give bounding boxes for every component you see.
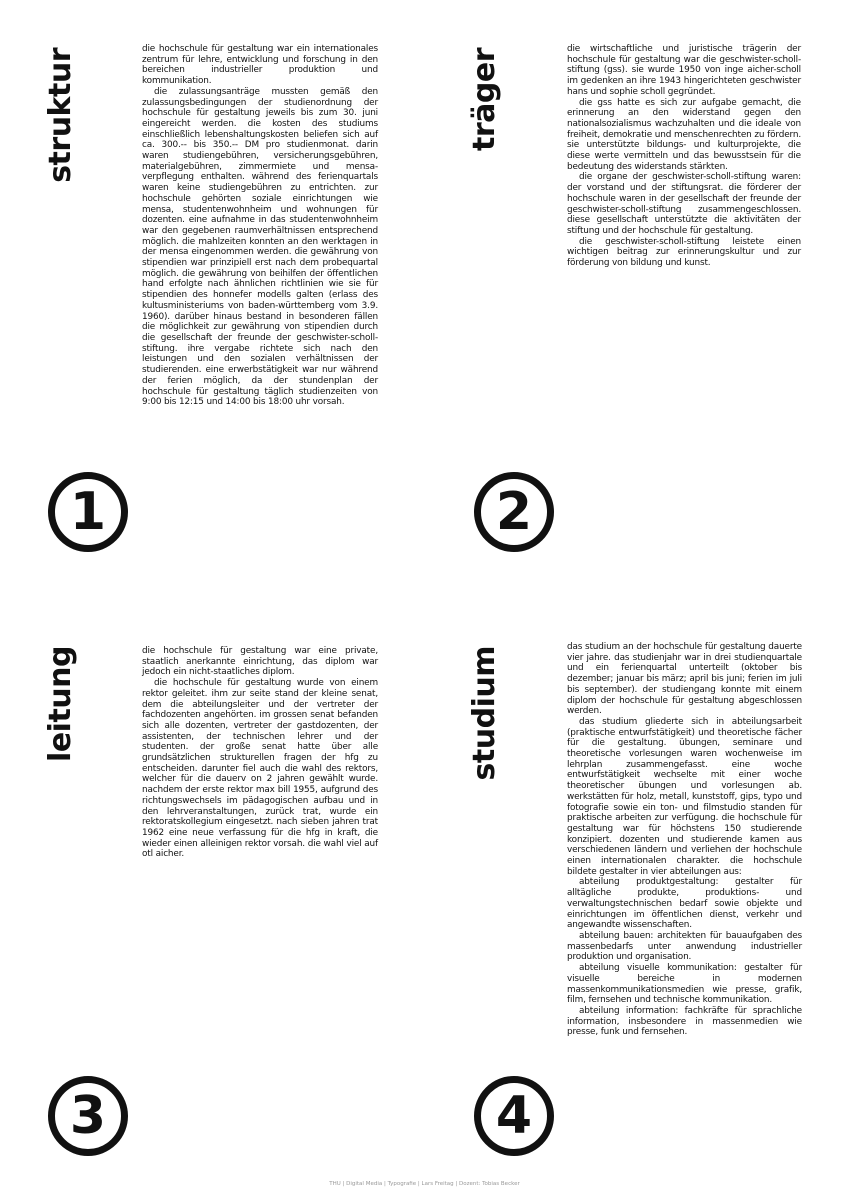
paragraph: das studium an der hochschule für gestaltung dauerte vier jahre. das studienjahr war in drei studienquartale und ein ferienquartal unterteilt (oktober bis dezember; januar bis märz; april bis juni; ferien im juli bis september). der studiengang konnte mit einem diplom der hochschule für gestaltung abgeschlossen werden. (567, 642, 802, 717)
page-footer: THU | Digital Media | Typografie | Lars Freitag | Dozent: Tobias Becker (329, 1181, 520, 1187)
section-title: studium (467, 646, 502, 781)
paragraph: die zulassungsanträge mussten gemäß den zulassungsbedingungen der studienordnung der hochschule für gestaltung jeweils bis zum 30. juni eingereicht werden. die kosten des studiums einschließlich lebenshaltungskosten beliefen sich auf ca. 300.-- bis 350.-- DM pro studienmonat. darin waren studiengebühren, versicherungsgebühren, materialgebühren, zimmermiete und mensa-verpflegung enthalten. während des ferienquartals waren keine studiengebühren zu entrichten. zur hochschule gehörten soziale einrichtungen wie mensa, studentenwohnheim und wohnungen für dozenten. eine aufnahme in das studentenwohnheim war den gegebenen raumverhältnissen entsprechend möglich. die mahlzeiten konnten an den werktagen in der mensa eingenommen werden. die gewährung von stipendien war prinzipiell erst nach dem probequartal möglich. die gewährung von beihilfen der öffentlichen hand erfolgte nach ähnlichen richtlinien wie sie für stipendien des honnefer modells galten (erlass des kultusministeriums von baden-württemberg vom 3.9. 1960). darüber hinaus bestand in besonderen fällen die möglichkeit zur gewährung von stipendien durch die gesellschaft der freunde der geschwister-scholl-stiftung. ihre vergabe richtete sich nach den leistungen und den sozialen verhältnissen der studierenden. eine erwerbstätigkeit war nur während der ferien möglich, da der stundenplan der hochschule für gestaltung täglich studienzeiten von 9:00 bis 12:15 und 14:00 bis 18:00 uhr vorsah. (142, 86, 378, 408)
paragraph: die organe der geschwister-scholl-stiftung waren: der vorstand und der stiftungsrat. die förderer der hochschule waren in der gesellschaft der freunde der geschwister-scholl-stiftung zusammengeschlossen. diese gesellschaft unterstützte die aktivitäten der stiftung und der hochschule für gestaltung. (567, 172, 801, 236)
paragraph: die geschwister-scholl-stiftung leistete einen wichtigen beitrag zur erinnerungskultur und zur förderung von bildung und kunst. (567, 236, 801, 269)
section-number-circle: 3 (48, 1076, 128, 1156)
section-title: struktur (43, 48, 78, 183)
paragraph: abteilung produktgestaltung: gestalter für alltägliche produkte, produktions- und verwaltungstechnischen bedarf sowie objekte und einrichtungen im öffentlichen dienst, verkehr und angewandte wissenschaften. (567, 877, 802, 931)
paragraph: abteilung bauen: architekten für bauaufgaben des massenbedarfs unter anwendung industrieller produktion und organisation. (567, 930, 802, 963)
paragraph: die hochschule für gestaltung wurde von einem rektor geleitet. ihm zur seite stand der kleine senat, dem die abteilungsleiter und der vertreter der fachdozenten angehörten. im grossen senat befanden sich alle dozenten, vertreter der gastdozenten, der assistenten, der technischen lehrer und der studenten. der große senat hatte über alle grundsätzlichen strukturellen fragen der hfg zu entscheiden. darunter fiel auch die wahl des rektors, welcher für die dauerv on 2 jahren gewählt wurde. nachdem der erste rektor max bill 1955, aufgrund des richtungswechsels im pädagogischen aufbau und in den lehrveranstaltungen, zurück trat, wurde ein rektoratskollegium eingesetzt. nach sieben jahren trat 1962 eine neue verfassung für die hfg in kraft, die wieder einen alleinigen rektor vorsah. die wahl viel auf otl aicher. (142, 678, 378, 860)
section-studium (424, 598, 848, 1192)
section-body (142, 646, 378, 860)
section-title: leitung (43, 646, 78, 762)
section-leitung (0, 598, 424, 1192)
section-body (142, 44, 378, 408)
paragraph: die wirtschaftliche und juristische trägerin der hochschule für gestaltung war die geschwister-scholl-stiftung (gss). sie wurde 1950 von inge aicher-scholl im gedenken an ihre 1943 hingerichteten geschwister hans und sophie scholl gegründet. (567, 44, 801, 97)
section-body (567, 642, 802, 1038)
section-body (567, 44, 801, 269)
paragraph: die hochschule für gestaltung war ein internationales zentrum für lehre, entwicklung und forschung in den bereichen industrieller produktion und kommunikation. (142, 44, 378, 87)
paragraph: abteilung information: fachkräfte für sprachliche information, insbesondere in massenmedien wie presse, funk und fernsehen. (567, 1005, 802, 1038)
section-traeger (424, 0, 848, 594)
section-struktur (0, 0, 424, 594)
paragraph: die hochschule für gestaltung war eine private, staatlich anerkannte einrichtung, das diplom war jedoch ein nicht-staatliches diplom. (142, 646, 378, 678)
section-number-circle: 4 (474, 1076, 554, 1156)
section-number-circle: 1 (48, 472, 128, 552)
paragraph: das studium gliederte sich in abteilungsarbeit (praktische entwurfstätigkeit) und theoretische fächer für die gestaltung. übungen, seminare und theoretische vorlesungen waren wochenweise im lehrplan zusammengefasst. eine woche entwurfstätigkeit wechselte mit einer woche theoretischer übungen und vorlesungen ab. werkstätten für holz, metall, kunststoff, gips, typo und fotografie sowie ein ton- und filmstudio standen für praktische arbeiten zur verfügung. die hochschule für gestaltung war für höchstens 150 studierende konzipiert. dozenten und studierende kamen aus verschiedenen ländern und verliehen der hochschule einen internationalen charakter. die hochschule bildete gestalter in vier abteilungen aus: (567, 716, 802, 877)
section-number-circle: 2 (474, 472, 554, 552)
paragraph: abteilung visuelle kommunikation: gestalter für visuelle bereiche in modernen massenkommunikationsmedien wie presse, grafik, film, fernsehen und technische kommunikation. (567, 963, 802, 1006)
section-title: träger (467, 48, 502, 151)
paragraph: die gss hatte es sich zur aufgabe gemacht, die erinnerung an den widerstand gegen den nationalsozialismus wachzuhalten und die ideale von freiheit, demokratie und menschenrechten zu fördern. sie unterstützte bildungs- und kulturprojekte, die diese werte vermitteln und das bewusstsein für die bedeutung des widerstands stärkten. (567, 97, 801, 172)
